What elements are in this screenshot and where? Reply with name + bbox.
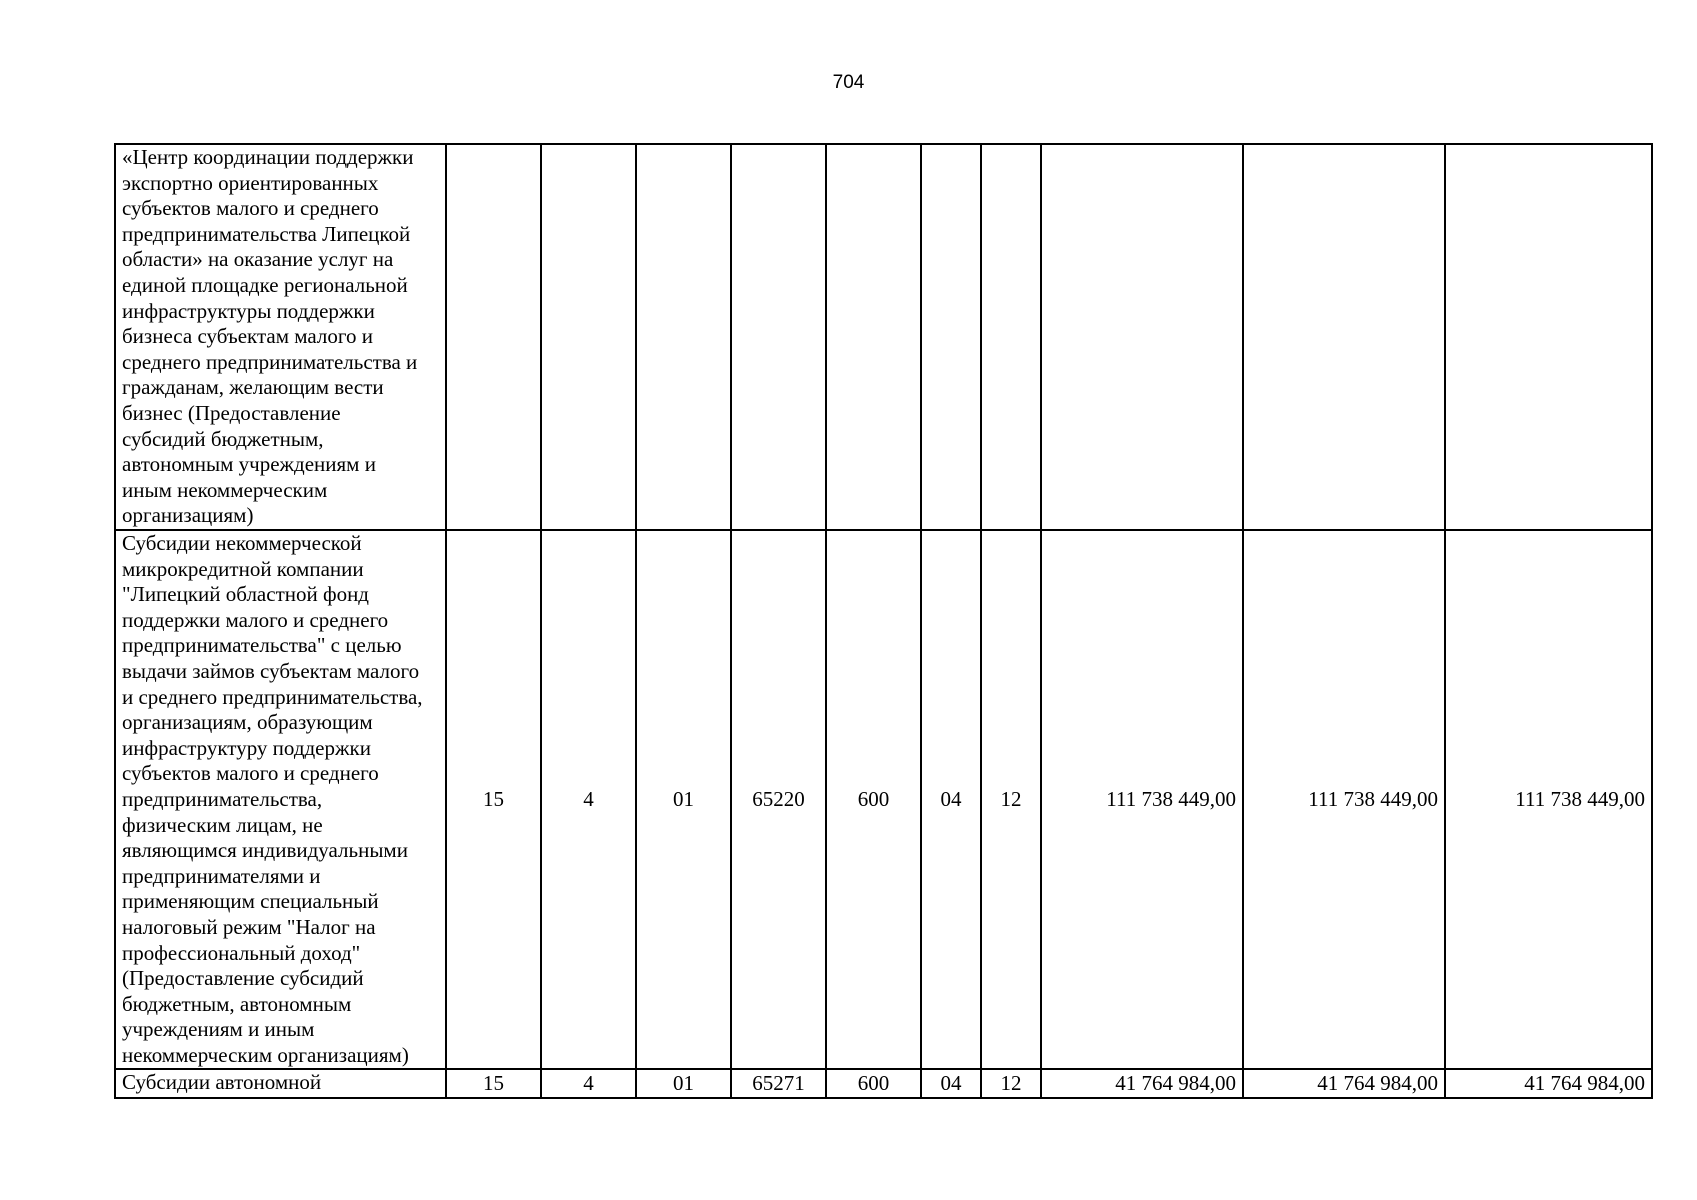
amount-cell-3: 111 738 449,00: [1445, 530, 1652, 1069]
amount-cell-1: 41 764 984,00: [1041, 1069, 1243, 1098]
code-cell-7: 12: [981, 530, 1041, 1069]
amount-cell-2: [1243, 144, 1445, 530]
code-cell-6: 04: [921, 530, 981, 1069]
row-name-cell: «Центр координации поддержки экспортно ориентированных субъектов малого и среднего предпринимательства Липецкой области» на оказание услуг на единой площадке региональной инфраструктуры поддержки бизнеса субъектам малого и среднего предпринимательства и гражданам, желающим вести бизнес (Предоставление субсидий бюджетным, автономным учреждениям и иным некоммерческим организациям): [115, 144, 446, 530]
amount-cell-3: [1445, 144, 1652, 530]
code-cell-1: [446, 144, 541, 530]
code-cell-1: 15: [446, 530, 541, 1069]
code-cell-7: [981, 144, 1041, 530]
amount-cell-2: 111 738 449,00: [1243, 530, 1445, 1069]
code-cell-4: 65220: [731, 530, 826, 1069]
code-cell-2: [541, 144, 636, 530]
code-cell-4: 65271: [731, 1069, 826, 1098]
code-cell-6: 04: [921, 1069, 981, 1098]
code-cell-5: 600: [826, 530, 921, 1069]
table-row: [115, 530, 1652, 1069]
code-cell-3: 01: [636, 530, 731, 1069]
page-number: 704: [832, 72, 865, 93]
code-cell-2: 4: [541, 530, 636, 1069]
code-cell-2: 4: [541, 1069, 636, 1098]
amount-cell-3: 41 764 984,00: [1445, 1069, 1652, 1098]
budget-table: [114, 143, 1653, 1099]
amount-cell-1: 111 738 449,00: [1041, 530, 1243, 1069]
row-name-cell: Субсидии автономной: [115, 1069, 446, 1098]
code-cell-6: [921, 144, 981, 530]
row-name-cell: Субсидии некоммерческой микрокредитной компании "Липецкий областной фонд поддержки малого и среднего предпринимательства" с целью выдачи займов субъектам малого и среднего предпринимательства, организациям, образующим инфраструктуру поддержки субъектов малого и среднего предпринимательства, физическим лицам, не являющимся индивидуальными предпринимателями и применяющим специальный налоговый режим "Налог на профессиональный доход" (Предоставление субсидий бюджетным, автономным учреждениям и иным некоммерческим организациям): [115, 530, 446, 1069]
code-cell-1: 15: [446, 1069, 541, 1098]
amount-cell-1: [1041, 144, 1243, 530]
code-cell-5: 600: [826, 1069, 921, 1098]
code-cell-3: 01: [636, 1069, 731, 1098]
code-cell-4: [731, 144, 826, 530]
code-cell-5: [826, 144, 921, 530]
table-row: [115, 1069, 1652, 1098]
table-row: [115, 144, 1652, 530]
code-cell-7: 12: [981, 1069, 1041, 1098]
amount-cell-2: 41 764 984,00: [1243, 1069, 1445, 1098]
code-cell-3: [636, 144, 731, 530]
